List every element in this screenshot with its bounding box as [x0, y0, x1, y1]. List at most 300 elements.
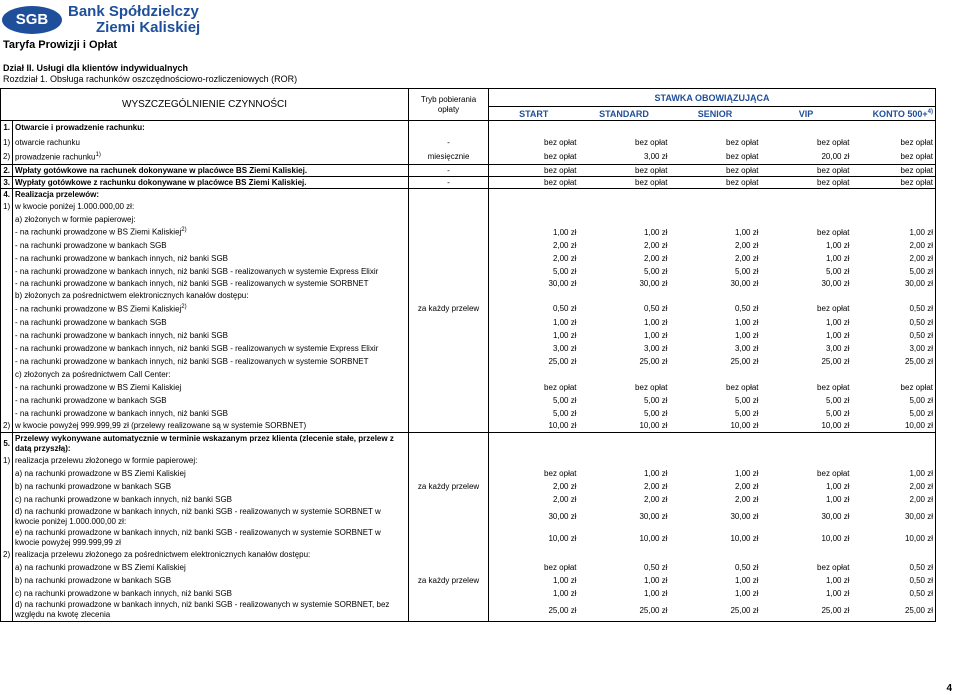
row-number: 2. [1, 165, 13, 177]
row-description-text: c) złożonych za pośrednictwem Call Center: [15, 369, 171, 379]
fee-value [852, 549, 936, 561]
fee-value [670, 368, 761, 381]
fee-value [670, 201, 761, 213]
fee-value [852, 213, 936, 226]
fee-value [852, 433, 936, 455]
fee-value: 1,00 zł [825, 494, 850, 504]
row-mode [409, 528, 489, 549]
tier-vip: VIP [798, 108, 814, 119]
fee-value [489, 433, 579, 455]
fee-value: bez opłat [579, 177, 670, 189]
table-row [1, 278, 936, 290]
table-row [1, 561, 936, 574]
row-number: 2) [1, 420, 13, 433]
row-description-text: - na rachunki prowadzone w bankach innych, niż banki SGB - realizowanych w systemie SORBNET [15, 279, 369, 288]
row-description-text: Wypłaty gotówkowe z rachunku dokonywane w placówce BS Ziemi Kaliskiej. [15, 178, 307, 187]
table-row [1, 381, 936, 394]
fee-value [761, 433, 852, 455]
row-number [1, 368, 13, 381]
row-mode [409, 252, 489, 265]
row-number [1, 381, 13, 394]
row-description [13, 549, 409, 561]
fee-value: 2,00 zł [643, 494, 668, 504]
fee-value: 10,00 zł [852, 528, 936, 549]
row-number [1, 278, 13, 290]
tier-konto-500-sup: 4) [927, 108, 934, 115]
fee-value [670, 433, 761, 455]
row-description [13, 150, 409, 165]
fee-value: 1,00 zł [734, 575, 759, 585]
fee-value [761, 189, 852, 201]
table-row [1, 528, 936, 549]
row-mode [409, 407, 489, 420]
row-description-text: w kwocie poniżej 1.000.000,00 zł: [15, 202, 135, 211]
row-number [1, 226, 13, 239]
fee-value: 0,50 zł [852, 329, 936, 342]
fee-value: 30,00 zł [548, 279, 577, 288]
fee-value [579, 368, 670, 381]
row-number [1, 252, 13, 265]
row-mode [409, 278, 489, 290]
fee-value: 5,00 zł [552, 408, 577, 418]
fee-value: bez opłat [670, 165, 761, 177]
row-number [1, 355, 13, 368]
row-description-text: d) na rachunki prowadzone w bankach innych, niż banki SGB - realizowanych w systemie SORBNET, bez względu na kwotę zlecenia [15, 600, 390, 620]
fee-value: 5,00 zł [825, 408, 850, 418]
fee-value: 0,50 zł [852, 316, 936, 329]
fee-value: 1,00 zł [552, 575, 577, 585]
row-description [13, 329, 409, 342]
row-mode [409, 316, 489, 329]
row-number: 1) [1, 201, 13, 213]
row-description [13, 177, 409, 189]
row-description [13, 561, 409, 574]
row-mode [409, 493, 489, 506]
fee-value: 1,00 zł [825, 588, 850, 598]
fee-value [489, 368, 579, 381]
fee-value: 0,50 zł [552, 304, 577, 313]
fee-value: 1,00 zł [552, 227, 577, 237]
row-description [13, 407, 409, 420]
fee-value: 1,00 zł [734, 317, 759, 327]
row-description-text: - na rachunki prowadzone w bankach innych, niż banki SGB - realizowanych w systemie Express Elixir [15, 266, 379, 276]
row-number [1, 329, 13, 342]
fee-value: 10,00 zł [852, 420, 936, 433]
row-description-text: otwarcie rachunku [15, 137, 80, 147]
table-header-row-1 [1, 89, 936, 107]
fee-value: bez opłat [544, 382, 577, 392]
table-row [1, 226, 936, 239]
fee-value: 3,00 zł [825, 343, 850, 353]
fee-value: 0,50 zł [852, 574, 936, 587]
fee-value: bez opłat [817, 382, 850, 392]
fee-value [579, 455, 670, 467]
fee-value: 0,50 zł [852, 561, 936, 574]
row-description-text: a) na rachunki prowadzone w BS Ziemi Kaliskiej [15, 562, 186, 572]
fee-value: bez opłat [635, 382, 668, 392]
fee-value: 25,00 zł [852, 355, 936, 368]
fee-value: 0,50 zł [852, 302, 936, 316]
fee-value: 1,00 zł [552, 588, 577, 598]
row-mode [409, 342, 489, 355]
fee-value: bez opłat [489, 165, 579, 177]
row-description-text: a) na rachunki prowadzone w BS Ziemi Kaliskiej [15, 468, 186, 478]
row-description-text: - na rachunki prowadzone w bankach innych, niż banki SGB [15, 253, 229, 263]
row-description-text: - na rachunki prowadzone w BS Ziemi Kaliskiej [15, 304, 182, 314]
fee-value [761, 455, 852, 467]
table-row [1, 467, 936, 480]
fee-value: 5,00 zł [734, 266, 759, 276]
fee-value: 10,00 zł [821, 533, 850, 543]
fee-value: 5,00 zł [643, 395, 668, 405]
row-description-text: - na rachunki prowadzone w bankach SGB [15, 240, 167, 250]
row-number [1, 213, 13, 226]
row-description [13, 201, 409, 213]
bank-name-line1: Bank Spółdzielczy [68, 3, 199, 20]
fee-value: 5,00 zł [552, 395, 577, 405]
row-mode [409, 433, 489, 455]
row-description-text: Otwarcie i prowadzenie rachunku: [15, 123, 145, 133]
fee-value [852, 189, 936, 201]
fee-value [670, 549, 761, 561]
row-number [1, 316, 13, 329]
fee-value [489, 189, 579, 201]
fee-value: 0,50 zł [643, 304, 668, 313]
fee-value: 5,00 zł [643, 408, 668, 418]
tier-senior: SENIOR [697, 108, 733, 119]
fee-value: bez opłat [489, 177, 579, 189]
fee-value: bez opłat [544, 137, 577, 147]
bank-name-line2: Ziemi Kaliskiej [96, 19, 201, 36]
fee-value: bez opłat [544, 152, 577, 162]
row-number [1, 302, 13, 316]
page-number: 4 [946, 683, 952, 694]
fee-value [489, 213, 579, 226]
fee-value [670, 189, 761, 201]
row-number: 5. [1, 433, 13, 455]
row-number [1, 407, 13, 420]
row-mode [409, 561, 489, 574]
fee-value [852, 368, 936, 381]
fee-value: 1,00 zł [643, 227, 668, 237]
row-mode: miesięcznie [409, 150, 489, 165]
row-description [13, 265, 409, 278]
table-row [1, 302, 936, 316]
fee-value [852, 455, 936, 467]
fee-value [670, 213, 761, 226]
fee-table-body [1, 121, 936, 622]
fee-value: 1,00 zł [825, 253, 850, 263]
row-number [1, 493, 13, 506]
row-description [13, 189, 409, 201]
fee-value: 2,00 zł [643, 240, 668, 250]
fee-value [579, 201, 670, 213]
row-description [13, 165, 409, 177]
table-row [1, 316, 936, 329]
fee-value [489, 201, 579, 213]
fee-value [761, 213, 852, 226]
fee-value: 5,00 zł [734, 408, 759, 418]
row-number: 1. [1, 121, 13, 135]
row-mode [409, 381, 489, 394]
chapter-title: Rozdział 1. Obsługa rachunków oszczędnościowo-rozliczeniowych (ROR) [3, 74, 298, 84]
row-description [13, 480, 409, 493]
row-mode [409, 290, 489, 302]
fee-value: 25,00 zł [852, 600, 936, 622]
fee-value: 3,00 zł [852, 342, 936, 355]
row-mode [409, 329, 489, 342]
fee-value [489, 290, 579, 302]
row-number [1, 528, 13, 549]
fee-value: 1,00 zł [643, 330, 668, 340]
fee-value: 2,00 zł [552, 494, 577, 504]
row-description [13, 455, 409, 467]
fee-value: bez opłat [817, 304, 850, 313]
header-activity-label: WYSZCZEGÓLNIENIE CZYNNOŚCI [122, 99, 288, 110]
fee-value: 3,00 zł [734, 343, 759, 353]
row-mode: za każdy przelew [409, 302, 489, 316]
fee-value: 5,00 zł [825, 395, 850, 405]
table-row [1, 265, 936, 278]
row-description-text: - na rachunki prowadzone w BS Ziemi Kaliskiej [15, 382, 182, 392]
row-mode [409, 587, 489, 600]
row-description [13, 252, 409, 265]
fee-value: 30,00 zł [639, 279, 668, 288]
document-title: Taryfa Prowizji i Opłat [3, 39, 118, 51]
fee-value: 1,00 zł [643, 317, 668, 327]
row-number [1, 290, 13, 302]
fee-value: 5,00 zł [643, 266, 668, 276]
row-mode: za każdy przelew [409, 574, 489, 587]
fee-value: 30,00 zł [852, 506, 936, 528]
row-description [13, 278, 409, 290]
row-description [13, 213, 409, 226]
row-description-text: - na rachunki prowadzone w BS Ziemi Kaliskiej [15, 227, 182, 237]
fee-value: 1,00 zł [825, 240, 850, 250]
header-mode: Tryb pobierania opłaty [409, 89, 489, 121]
fee-value: bez opłat [761, 165, 852, 177]
fee-value: 1,00 zł [734, 468, 759, 478]
row-mode: za każdy przelew [409, 480, 489, 493]
row-description-text: a) złożonych w formie papierowej: [15, 214, 136, 224]
fee-value [489, 549, 579, 561]
row-description [13, 239, 409, 252]
tier-konto-500 [852, 107, 936, 121]
fee-value [852, 121, 936, 135]
section-title: Dział II. Usługi dla klientów indywidualnych [3, 63, 189, 73]
fee-value [489, 455, 579, 467]
row-number [1, 506, 13, 528]
fee-value: 25,00 zł [730, 356, 759, 366]
fee-value: 25,00 zł [548, 356, 577, 366]
row-mode [409, 213, 489, 226]
row-description-text: realizacja przelewu złożonego za pośrednictwem elektronicznych kanałów dostępu: [15, 550, 311, 559]
row-description [13, 600, 409, 622]
fee-value: 0,50 zł [734, 304, 759, 313]
fee-value: 30,00 zł [821, 279, 850, 288]
row-description [13, 493, 409, 506]
row-mode: - [409, 177, 489, 189]
table-row [1, 549, 936, 561]
row-description [13, 342, 409, 355]
tier-standard: STANDARD [599, 108, 649, 119]
table-row [1, 239, 936, 252]
table-row [1, 600, 936, 622]
row-mode [409, 355, 489, 368]
row-description-text: Realizacja przelewów: [15, 190, 100, 200]
fee-value: bez opłat [544, 468, 577, 478]
table-row [1, 394, 936, 407]
fee-value: bez opłat [761, 177, 852, 189]
row-number: 3. [1, 177, 13, 189]
row-description-text: b) na rachunki prowadzone w bankach SGB [15, 575, 172, 585]
fee-value: 2,00 zł [552, 253, 577, 263]
row-description [13, 467, 409, 480]
row-description [13, 528, 409, 549]
fee-value [761, 549, 852, 561]
row-description-text: c) na rachunki prowadzone w bankach innych, niż banki SGB [15, 588, 233, 598]
row-mode: - [409, 165, 489, 177]
fee-value [761, 201, 852, 213]
fee-value: bez opłat [726, 382, 759, 392]
table-row [1, 574, 936, 587]
row-description-text: - na rachunki prowadzone w bankach innych, niż banki SGB [15, 408, 229, 418]
row-mode [409, 467, 489, 480]
fee-value: bez opłat [726, 137, 759, 147]
row-description [13, 226, 409, 239]
row-description-text: Wpłaty gotówkowe na rachunek dokonywane w placówce BS Ziemi Kaliskiej. [15, 166, 308, 175]
fee-value [761, 368, 852, 381]
table-row [1, 506, 936, 528]
fee-value: bez opłat [726, 152, 759, 162]
fee-value [579, 189, 670, 201]
row-mode [409, 506, 489, 528]
row-mode [409, 394, 489, 407]
row-mode [409, 420, 489, 433]
fee-value: 2,00 zł [734, 253, 759, 263]
fee-value: bez opłat [817, 227, 850, 237]
fee-value: 25,00 zł [821, 356, 850, 366]
row-description [13, 587, 409, 600]
fee-value: 1,00 zł [643, 588, 668, 598]
row-description-text: b) na rachunki prowadzone w bankach SGB [15, 481, 172, 491]
fee-value: bez opłat [670, 177, 761, 189]
row-mode: - [409, 135, 489, 150]
row-number [1, 467, 13, 480]
fee-value [761, 290, 852, 302]
row-mode [409, 600, 489, 622]
table-row [1, 121, 936, 135]
table-row [1, 213, 936, 226]
sgb-logo-mark: SGB [2, 6, 62, 34]
fee-value: bez opłat [852, 135, 936, 150]
fee-value [579, 121, 670, 135]
row-mode [409, 265, 489, 278]
row-description-text: w kwocie powyżej 999.999,99 zł (przelewy realizowane są w systemie SORBNET) [15, 421, 307, 431]
fee-value: 1,00 zł [643, 468, 668, 478]
fee-value: bez opłat [817, 137, 850, 147]
bank-logo [2, 2, 207, 38]
table-row [1, 420, 936, 433]
fee-value: 1,00 zł [852, 467, 936, 480]
row-mode [409, 455, 489, 467]
fee-value: 30,00 zł [639, 512, 668, 521]
fee-value: 2,00 zł [552, 240, 577, 250]
fee-value [579, 290, 670, 302]
fee-value [579, 213, 670, 226]
fee-value: 5,00 zł [825, 266, 850, 276]
fee-value [670, 290, 761, 302]
fee-value: bez opłat [817, 562, 850, 572]
row-mode [409, 226, 489, 239]
tier-konto-500-label: KONTO 500+ [872, 108, 928, 119]
row-mode [409, 368, 489, 381]
table-row [1, 290, 936, 302]
fee-value: 2,00 zł [852, 252, 936, 265]
fee-value: 1,00 zł [825, 481, 850, 491]
fee-value: 1,00 zł [825, 330, 850, 340]
fee-value: 10,00 zł [821, 421, 850, 431]
row-description [13, 506, 409, 528]
fee-table [0, 88, 936, 622]
table-row [1, 433, 936, 455]
fee-value: 1,00 zł [825, 575, 850, 585]
fee-value: 30,00 zł [852, 278, 936, 290]
fee-value: 2,00 zł [734, 481, 759, 491]
row-number: 1) [1, 455, 13, 467]
fee-value: bez opłat [852, 165, 936, 177]
fee-value: 2,00 zł [852, 493, 936, 506]
fee-value [670, 121, 761, 135]
row-number [1, 574, 13, 587]
row-description-text: - na rachunki prowadzone w bankach innych, niż banki SGB [15, 330, 229, 340]
fee-value: 10,00 zł [730, 533, 759, 543]
fee-value: 2,00 zł [643, 253, 668, 263]
footnote-ref: 1) [95, 151, 101, 158]
fee-value: 0,50 zł [734, 562, 759, 572]
fee-value: 2,00 zł [852, 239, 936, 252]
row-description [13, 290, 409, 302]
fee-value [852, 201, 936, 213]
row-description-text: b) złożonych za pośrednictwem elektronicznych kanałów dostępu: [15, 291, 249, 300]
fee-value: 10,00 zł [730, 421, 759, 431]
row-number [1, 239, 13, 252]
row-description [13, 420, 409, 433]
fee-value: 10,00 zł [639, 421, 668, 431]
row-mode [409, 189, 489, 201]
fee-value [489, 121, 579, 135]
fee-value: bez opłat [817, 468, 850, 478]
table-row [1, 355, 936, 368]
row-description [13, 135, 409, 150]
row-description-text: - na rachunki prowadzone w bankach SGB [15, 317, 167, 327]
fee-value: 1,00 zł [734, 330, 759, 340]
table-row [1, 480, 936, 493]
row-description-text: - na rachunki prowadzone w bankach innych, niż banki SGB - realizowanych w systemie SORBNET [15, 356, 369, 366]
row-mode [409, 121, 489, 135]
fee-value: bez opłat [852, 381, 936, 394]
fee-value: 25,00 zł [639, 356, 668, 366]
row-description [13, 574, 409, 587]
fee-value: 30,00 zł [730, 512, 759, 521]
row-description-text: e) na rachunki prowadzone w bankach innych, niż banki SGB - realizowanych w systemie SORBNET w kwocie powyżej 999.999,99 zł [15, 528, 381, 547]
row-number [1, 342, 13, 355]
row-description-text: - na rachunki prowadzone w bankach SGB [15, 395, 167, 405]
fee-value: 25,00 zł [761, 600, 852, 622]
row-description-text: d) na rachunki prowadzone w bankach innych, niż banki SGB - realizowanych w systemie SORBNET w kwocie poniżej 1.000.000,00 zł: [15, 506, 381, 526]
fee-value [670, 455, 761, 467]
fee-value: 10,00 zł [639, 533, 668, 543]
